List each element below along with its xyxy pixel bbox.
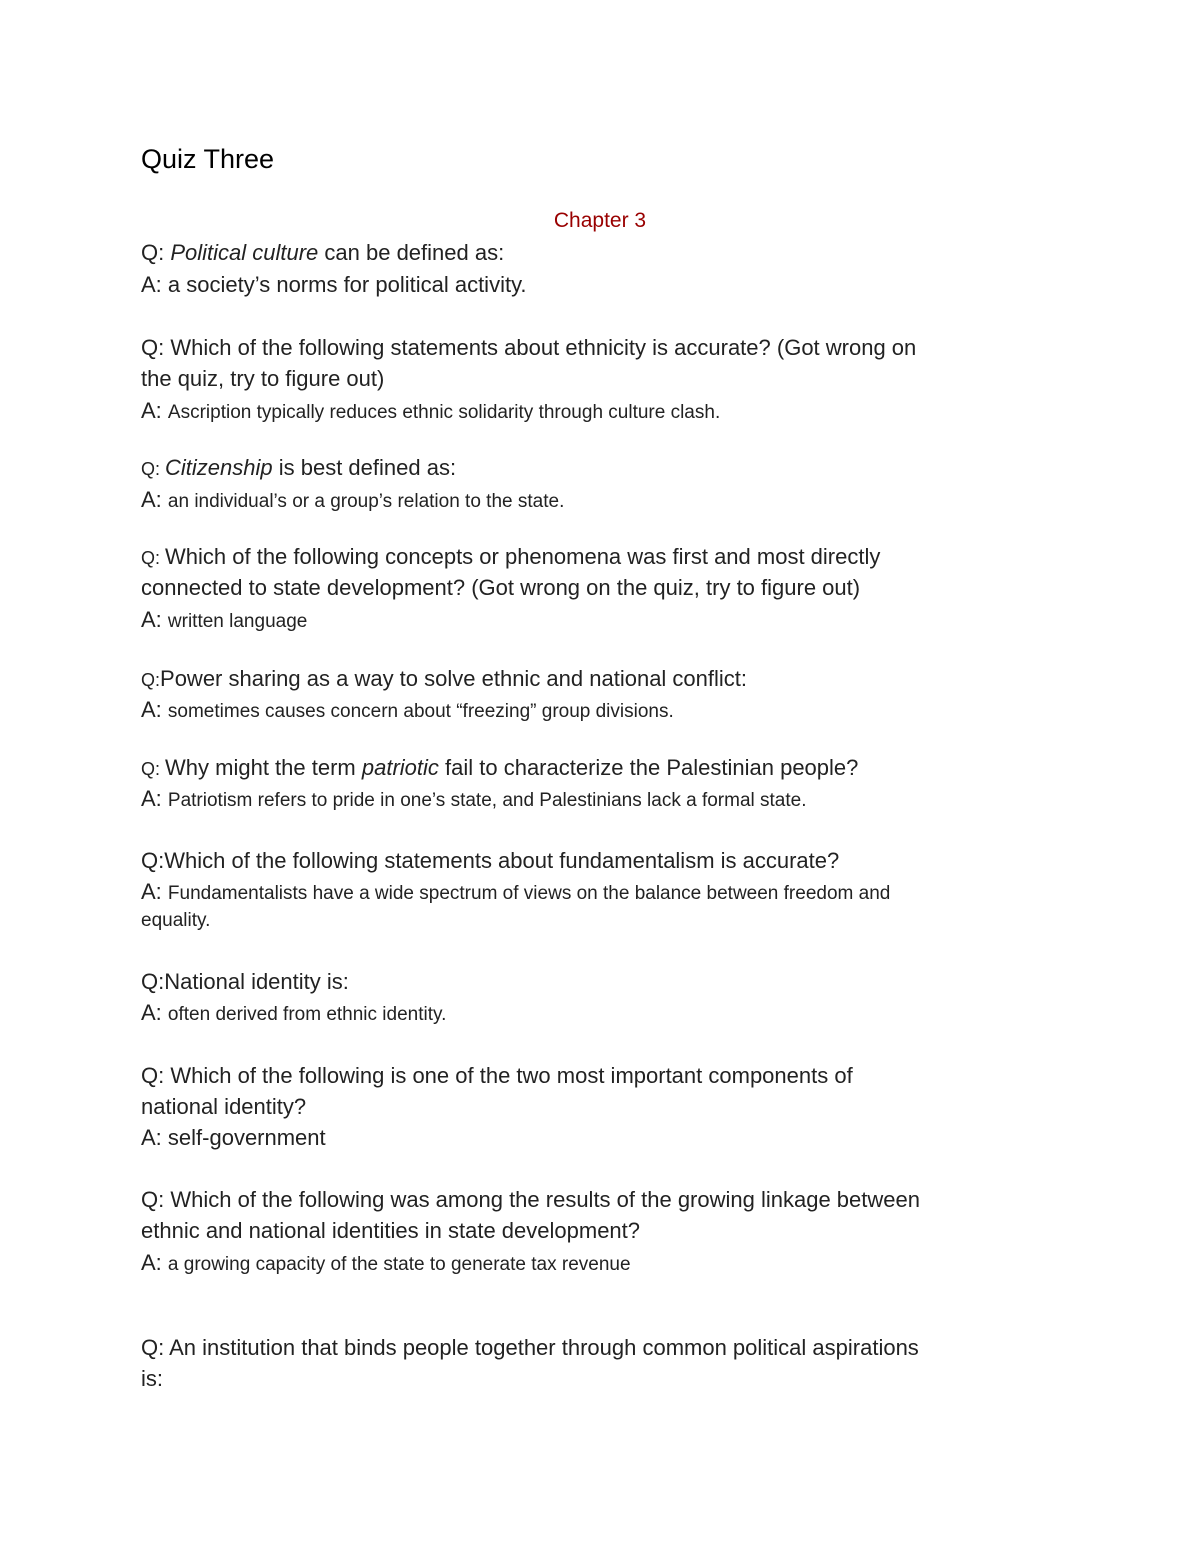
answer-6 (141, 784, 1071, 815)
question-6 (141, 752, 1071, 785)
answer-prefix: A: (141, 607, 168, 632)
answer-prefix: A: (141, 1000, 168, 1025)
answer-text: a society’s norms for political activity. (167, 272, 527, 297)
question-prefix: Q: (141, 548, 166, 568)
question-text: Why might the term (165, 755, 362, 780)
question-prefix: Q: (141, 1063, 171, 1088)
question-text: Which of the following concepts or phenomena was first and most directly (165, 544, 881, 569)
answer-text: a growing capacity of the state to generate tax revenue (167, 1254, 631, 1275)
question-4-continued (141, 572, 1071, 603)
page-title: Quiz Three (141, 144, 275, 174)
question-10 (141, 1184, 1071, 1215)
question-prefix: Q: (141, 969, 165, 994)
question-text: national identity? (141, 1094, 307, 1119)
answer-text: Patriotism refers to pride in one’s state, and Palestinians lack a formal state. (167, 790, 807, 811)
question-5 (141, 663, 1071, 696)
question-text: is best defined as: (272, 455, 457, 480)
question-text: ethnic and national identities in state development? (141, 1218, 641, 1243)
question-3 (141, 452, 1071, 485)
answer-text: equality. (141, 910, 211, 931)
question-term: patriotic (361, 755, 439, 780)
answer-7 (141, 877, 1071, 908)
answer-2 (141, 396, 1071, 427)
answer-prefix: A: (141, 879, 168, 904)
question-term: Political culture (170, 240, 319, 265)
question-prefix: Q: (141, 240, 171, 265)
question-text: Power sharing as a way to solve ethnic and national conflict: (160, 666, 748, 691)
answer-prefix: A: (141, 398, 168, 423)
answer-10 (141, 1248, 1071, 1279)
answer-text: often derived from ethnic identity. (167, 1004, 447, 1025)
question-2-continued (141, 363, 1071, 394)
answer-text: Fundamentalists have a wide spectrum of views on the balance between freedom and (167, 883, 891, 904)
answer-1 (141, 269, 1071, 300)
answer-text: self-government (167, 1125, 326, 1150)
answer-5 (141, 695, 1071, 726)
question-text: is: (141, 1366, 163, 1391)
question-2 (141, 332, 1071, 363)
answer-text: sometimes causes concern about “freezing” group divisions. (167, 701, 674, 722)
question-prefix: Q: (141, 848, 165, 873)
question-7 (141, 845, 1071, 876)
question-9 (141, 1060, 1071, 1091)
answer-text: an individual’s or a group’s relation to the state. (167, 491, 565, 512)
question-prefix: Q: (141, 1335, 170, 1360)
question-text: connected to state development? (Got wrong on the quiz, try to figure out) (141, 575, 861, 600)
question-prefix: Q: (141, 1187, 171, 1212)
question-8 (141, 966, 1071, 997)
answer-text: Ascription typically reduces ethnic solidarity through culture clash. (167, 402, 721, 423)
question-text: Which of the following statements about ethnicity is accurate? (Got wrong on (170, 335, 917, 360)
answer-prefix: A: (141, 1125, 168, 1150)
question-9-continued (141, 1091, 1071, 1122)
chapter-heading: Chapter 3 (553, 209, 647, 232)
answer-prefix: A: (141, 487, 168, 512)
answer-9 (141, 1122, 1071, 1153)
answer-prefix: A: (141, 1250, 168, 1275)
question-text: can be defined as: (318, 240, 505, 265)
question-text: National identity is: (164, 969, 349, 994)
question-term: Citizenship (165, 455, 273, 480)
answer-3 (141, 485, 1071, 516)
question-11-continued (141, 1363, 1071, 1394)
answer-prefix: A: (141, 786, 168, 811)
answer-7-continued (141, 906, 1071, 935)
answer-8 (141, 998, 1071, 1029)
answer-text: written language (167, 611, 308, 632)
answer-4 (141, 605, 1071, 636)
question-11 (141, 1332, 1071, 1363)
question-text: An institution that binds people together through common political aspirations (169, 1335, 919, 1360)
answer-prefix: A: (141, 272, 168, 297)
question-text: Which of the following is one of the two most important components of (170, 1063, 853, 1088)
question-text: Which of the following was among the results of the growing linkage between (170, 1187, 920, 1212)
answer-prefix: A: (141, 697, 168, 722)
question-4 (141, 541, 1071, 574)
question-text: fail to characterize the Palestinian people? (438, 755, 859, 780)
question-10-continued (141, 1215, 1071, 1246)
question-prefix: Q: (141, 670, 161, 690)
question-1 (141, 237, 1071, 268)
question-prefix: Q: (141, 759, 166, 779)
question-text: the quiz, try to figure out) (141, 366, 385, 391)
question-prefix: Q: (141, 335, 171, 360)
question-text: Which of the following statements about fundamentalism is accurate? (164, 848, 840, 873)
question-prefix: Q: (141, 459, 166, 479)
